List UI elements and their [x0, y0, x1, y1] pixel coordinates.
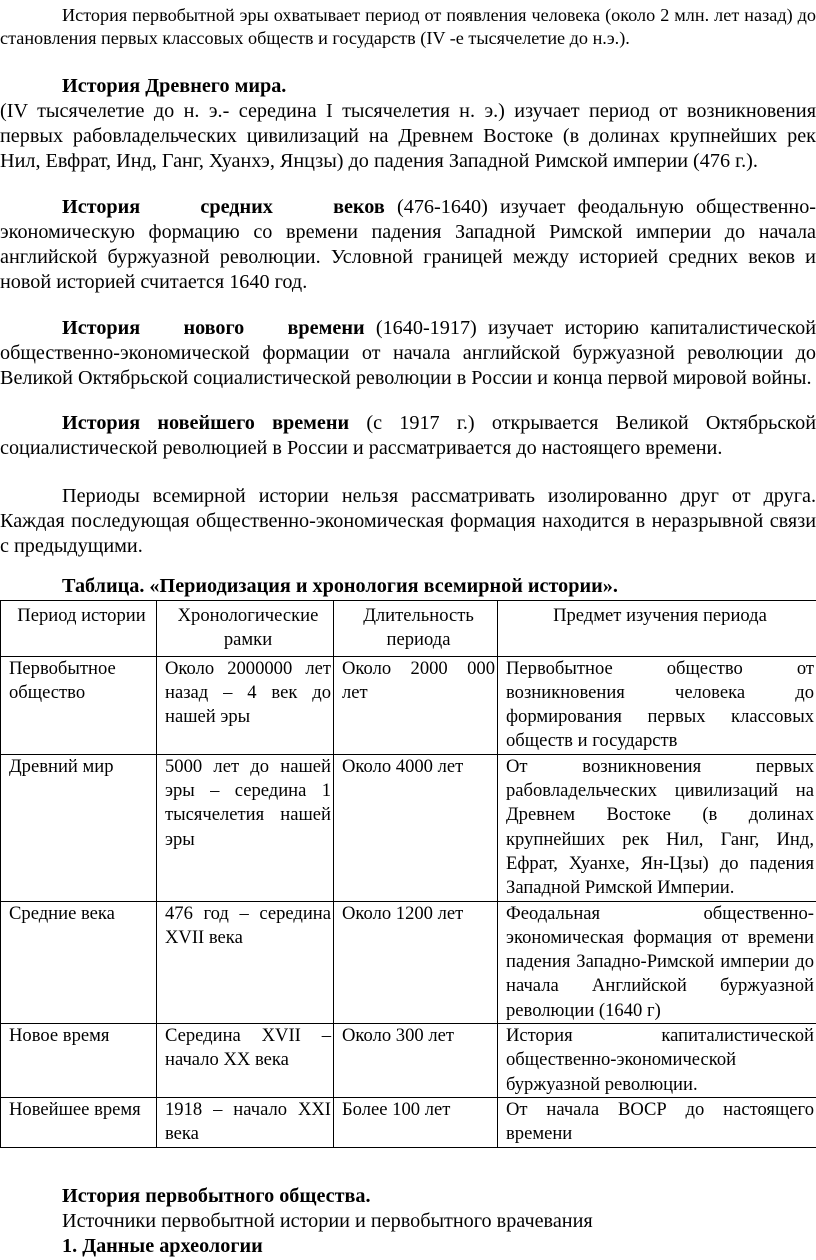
ancient-history-text: (IV тысячелетие до н. э.- середина I тысячелетия н. э.) изучает период от возникновения первых рабовладельческих цивилизаций на Древнем Востоке (в долинах крупнейших рек Нил, Евфрат, Инд, Ганг, Хуанхэ, Янцзы) до падения Западной Римской империи (476 г.).: [0, 100, 816, 172]
cell-duration: Около 300 лет: [334, 1024, 498, 1098]
cell-subject: Феодальная общественно-экономическая формация от времени падения Западно-Римской империи до начала Английской буржуазной революции (1640 г): [498, 901, 816, 1023]
newest-history-paragraph: [0, 411, 816, 461]
cell-period: Первобытное общество: [1, 656, 157, 754]
modern-history-text: (1640-1917) изучает историю капиталистической общественно-экономической формации от начала английской буржуазной революции до Великой Октябрьской социалистической революции в России и конца первой мировой войны.: [0, 317, 816, 389]
table-row: [1, 754, 816, 901]
cell-chronology: 476 год – середина XVII века: [157, 901, 334, 1023]
cell-period: Новое время: [1, 1024, 157, 1098]
cell-chronology: Около 2000000 лет назад – 4 век до нашей эры: [157, 656, 334, 754]
cell-subject: От возникновения первых рабовладельческих цивилизаций на Древнем Востоке (в долинах крупнейших рек Нил, Ганг, Инд, Ефрат, Хуанхе, Ян-Цзы) до падения Западной Римской Империи.: [498, 754, 816, 901]
periods-paragraph: [0, 484, 816, 559]
cell-duration: Около 1200 лет: [334, 901, 498, 1023]
ancient-history-heading: История Древнего мира.: [62, 75, 287, 97]
table-row: [1, 901, 816, 1023]
archaeology-item: 1. Данные археологии: [62, 1235, 263, 1257]
table-caption: Таблица. «Периодизация и хронология всемирной истории».: [62, 575, 618, 597]
cell-period: Древний мир: [1, 754, 157, 901]
cell-chronology: 1918 – начало XXI века: [157, 1097, 334, 1147]
cell-subject: Первобытное общество от возникновения человека до формирования первых классовых обществ и государств: [498, 656, 816, 754]
sources-subheading: Источники первобытной истории и первобытного врачевания: [62, 1210, 593, 1232]
header-period: Период истории: [1, 601, 157, 657]
middle-ages-heading: История средних веков: [62, 196, 385, 218]
ancient-history-paragraph: [0, 74, 816, 174]
cell-chronology: Середина XVII – начало XX века: [157, 1024, 334, 1098]
cell-duration: Более 100 лет: [334, 1097, 498, 1147]
header-chronology: Хронологические рамки: [157, 601, 334, 657]
cell-period: Средние века: [1, 901, 157, 1023]
table-row: [1, 656, 816, 754]
periods-text: Периоды всемирной истории нельзя рассматривать изолированно друг от друга. Каждая последующая общественно-экономическая формация находится в неразрывной связи с предыдущими.: [0, 485, 816, 557]
cell-duration: Около 2000 000 лет: [334, 656, 498, 754]
table-header-row: [1, 601, 816, 657]
intro-text: История первобытной эры охватывает период от появления человека (около 2 млн. лет назад) до становления первых классовых обществ и государств (IV -е тысячелетие до н.э.).: [0, 5, 816, 48]
header-duration: Длительность периода: [334, 601, 498, 657]
intro-paragraph: [0, 4, 816, 50]
modern-history-heading: История нового времени: [62, 317, 365, 339]
periodization-table: [0, 600, 816, 1148]
cell-period: Новейшее время: [1, 1097, 157, 1147]
modern-history-paragraph: [0, 316, 816, 391]
primitive-history-heading: История первобытного общества.: [62, 1185, 371, 1207]
newest-history-heading: История новейшего времени: [62, 412, 350, 434]
table-row: [1, 1097, 816, 1147]
newest-history-text: (с 1917 г.) открывается Великой Октябрьской социалистической революцией в России и рассматривается до настоящего времени.: [0, 412, 816, 459]
middle-ages-text: (476-1640) изучает феодальную общественно-экономическую формацию со времени падения Западной Римской империи до начала английской буржуазной революции. Условной границей между историей средних веков и новой историей считается 1640 год.: [0, 196, 816, 293]
middle-ages-paragraph: [0, 195, 816, 295]
cell-subject: От начала ВОСР до настоящего времени: [498, 1097, 816, 1147]
cell-duration: Около 4000 лет: [334, 754, 498, 901]
header-subject: Предмет изучения периода: [498, 601, 816, 657]
table-row: [1, 1024, 816, 1098]
cell-chronology: 5000 лет до нашей эры – середина 1 тысячелетия нашей эры: [157, 754, 334, 901]
cell-subject: История капиталистической общественно-экономической буржуазной революции.: [498, 1024, 816, 1098]
